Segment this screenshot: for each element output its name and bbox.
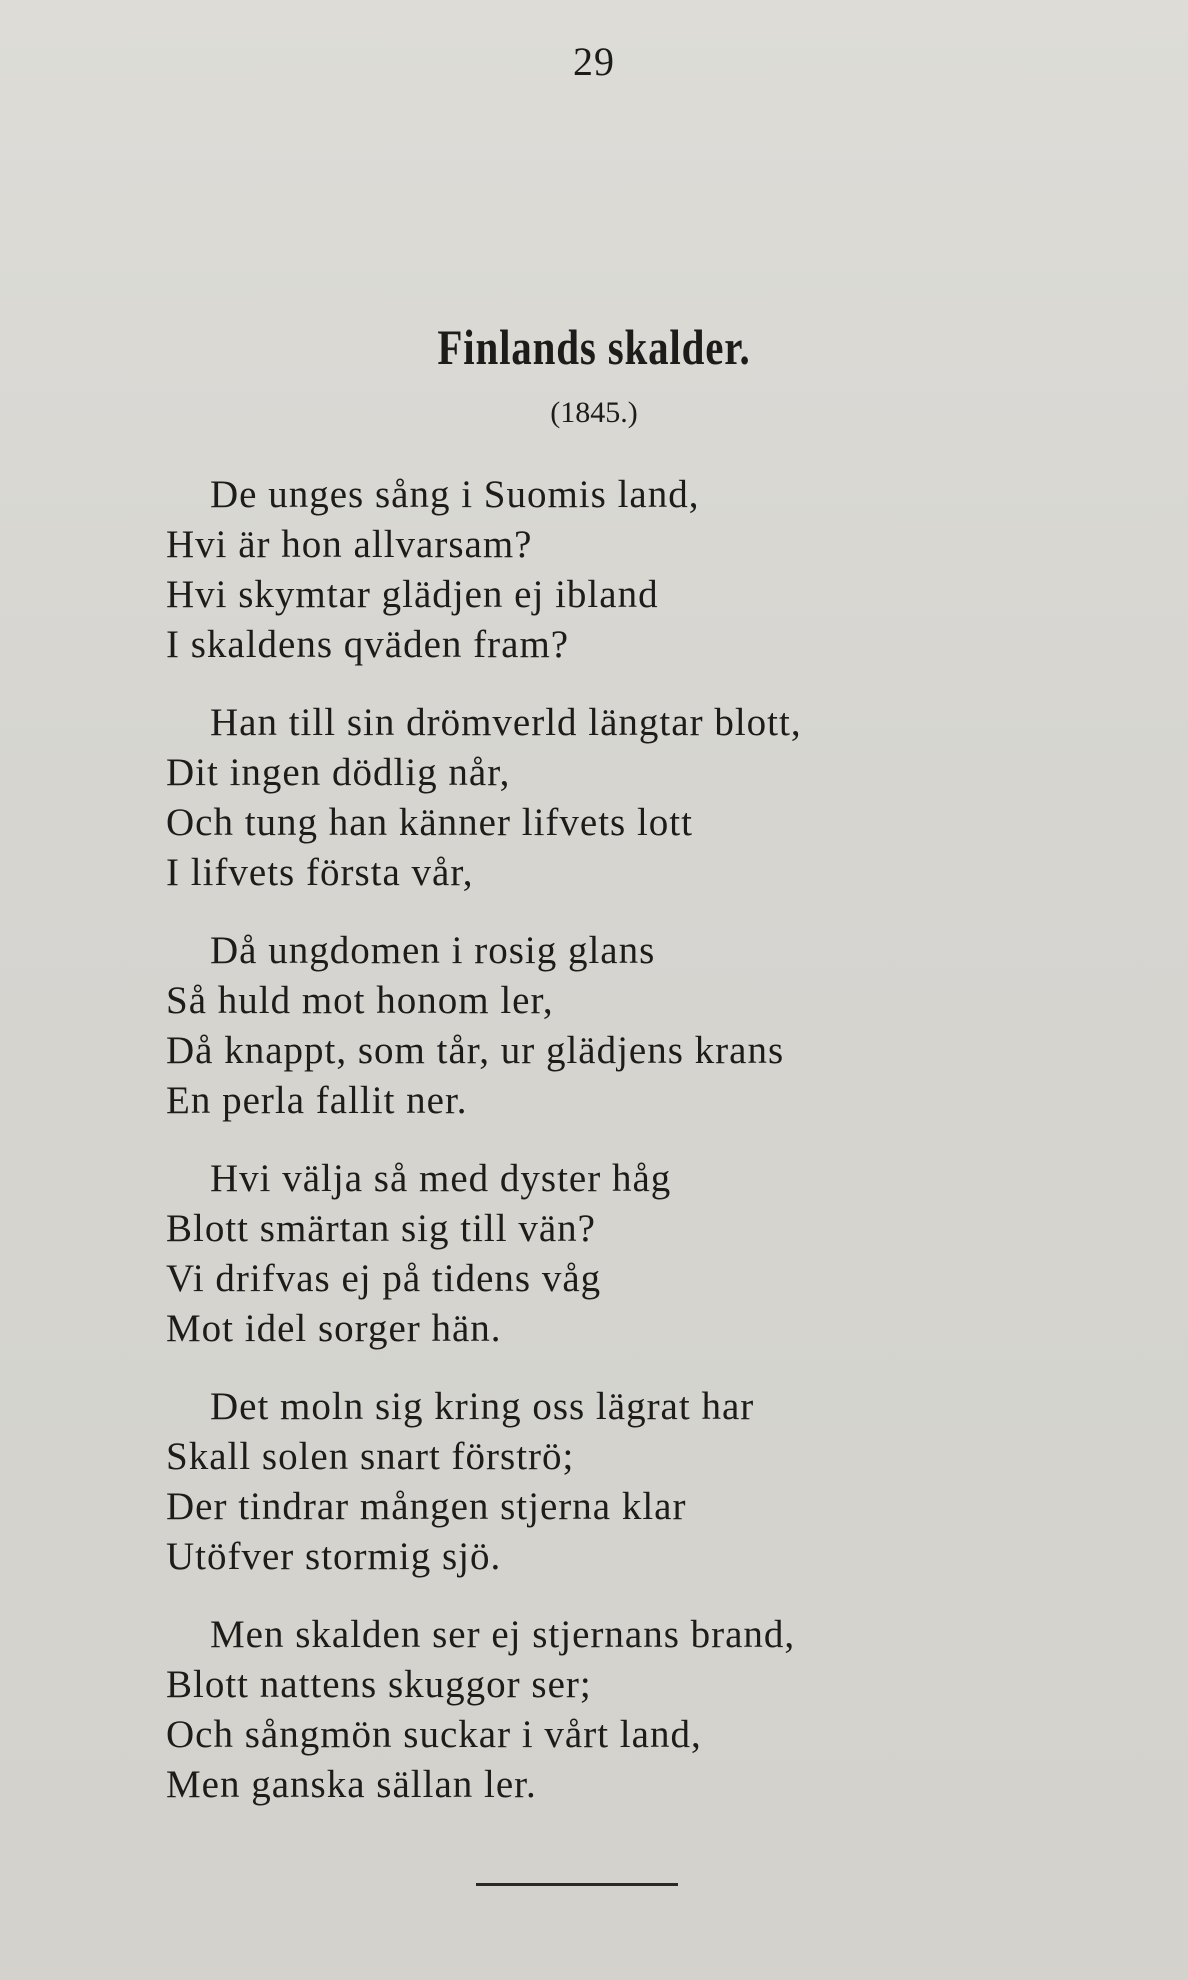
poem-line: Blott nattens skuggor ser; — [166, 1663, 592, 1706]
poem-line: Och sångmön suckar i vårt land, — [166, 1713, 702, 1756]
stanza — [166, 926, 1066, 1126]
page-number: 29 — [573, 39, 615, 84]
poem-line: Der tindrar mången stjerna klar — [166, 1485, 687, 1528]
poem-line: Han till sin drömverld längtar blott, — [210, 701, 802, 744]
poem-line: Blott smärtan sig till vän? — [166, 1207, 596, 1250]
poem-line: Då knappt, som tår, ur glädjens krans — [166, 1029, 785, 1072]
poem-line: Skall solen snart förströ; — [166, 1435, 575, 1478]
stanza — [166, 1154, 1066, 1354]
poem-body — [166, 470, 1066, 1838]
poem-line: En perla fallit ner. — [166, 1079, 468, 1122]
stanza — [166, 1610, 1066, 1810]
poem-line: I skaldens qväden fram? — [166, 623, 570, 666]
poem-year: (1845.) — [550, 396, 638, 429]
poem-line: Vi drifvas ej på tidens våg — [166, 1257, 602, 1300]
stanza — [166, 470, 1066, 670]
poem-line: Dit ingen dödlig når, — [166, 751, 511, 794]
poem-line: Då ungdomen i rosig glans — [210, 929, 656, 972]
poem-line: De unges sång i Suomis land, — [210, 473, 700, 516]
poem-line: Mot idel sorger hän. — [166, 1307, 502, 1350]
poem-title: Finlands skalder. — [437, 319, 751, 375]
poem-line: Så huld mot honom ler, — [166, 979, 554, 1022]
poem-line: Och tung han känner lifvets lott — [166, 801, 693, 844]
poem-line: Hvi välja så med dyster håg — [210, 1157, 672, 1200]
poem-line: Hvi är hon allvarsam? — [166, 523, 533, 566]
poem-line: Utöfver stormig sjö. — [166, 1535, 502, 1578]
end-rule-divider — [476, 1883, 678, 1886]
poem-line: Det moln sig kring oss lägrat har — [210, 1385, 755, 1428]
stanza — [166, 698, 1066, 898]
poem-line: Men skalden ser ej stjernans brand, — [210, 1613, 796, 1656]
poem-line: Men ganska sällan ler. — [166, 1763, 537, 1806]
poem-line: I lifvets första vår, — [166, 851, 474, 894]
poem-line: Hvi skymtar glädjen ej ibland — [166, 573, 659, 616]
stanza — [166, 1382, 1066, 1582]
